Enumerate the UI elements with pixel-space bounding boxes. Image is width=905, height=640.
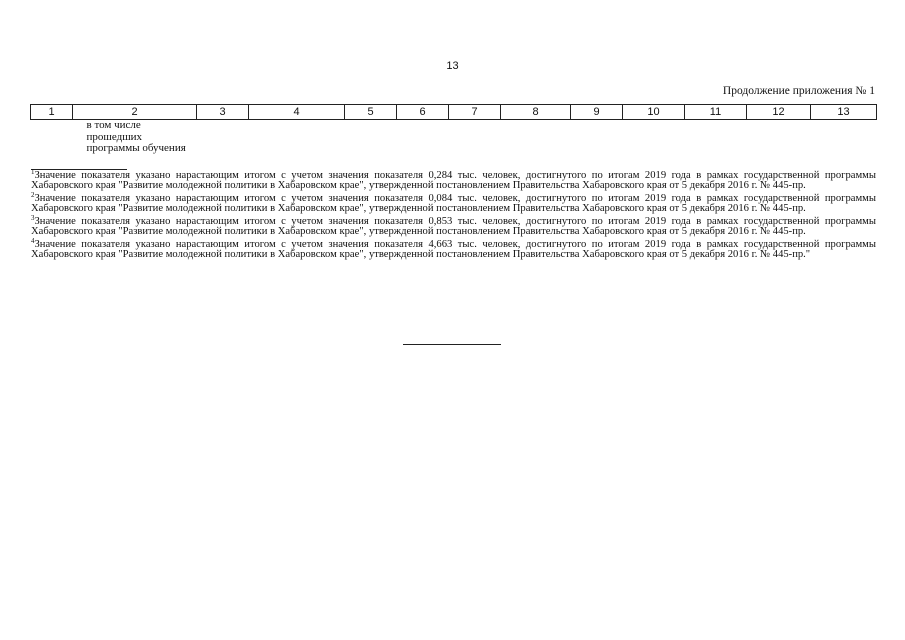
appendix-continuation-note: Продолжение приложения № 1 xyxy=(722,85,875,97)
column-number-13: 13 xyxy=(811,105,877,120)
column-number-3: 3 xyxy=(197,105,249,120)
table-row xyxy=(31,120,877,155)
column-number-11: 11 xyxy=(685,105,747,120)
table-header-row xyxy=(31,105,877,120)
footnote-marker: 3 xyxy=(31,214,35,222)
column-number-5: 5 xyxy=(345,105,397,120)
footnotes xyxy=(31,168,876,263)
footnote-2 xyxy=(31,191,876,214)
footnote-3 xyxy=(31,214,876,237)
footnote-text: Значение показателя указано нарастающим итогом с учетом значения показателя 0,284 тыс. человек, достигнутого по итогам 2019 года в рамках государственной программы Хабаровского края "Развитие молодежной политики в Хабаровском крае", утвержденной постановлением Правительства Хабаровского края от 5 декабря 2016 г. № 445-пр. xyxy=(31,170,876,191)
footnote-marker: 2 xyxy=(31,191,35,199)
column-number-1: 1 xyxy=(31,105,73,120)
footnote-text: Значение показателя указано нарастающим итогом с учетом значения показателя 0,084 тыс. человек, достигнутого по итогам 2019 года в рамках государственной программы Хабаровского края "Развитие молодежной политики в Хабаровском крае", утвержденной постановлением Правительства Хабаровского края от 5 декабря 2016 г. № 445-пр. xyxy=(31,193,876,214)
column-number-12: 12 xyxy=(747,105,811,120)
footnote-text: Значение показателя указано нарастающим итогом с учетом значения показателя 4,663 тыс. человек, достигнутого по итогам 2019 года в рамках государственной программы Хабаровского края "Развитие молодежной политики в Хабаровском крае", утвержденной постановлением Правительства Хабаровского края от 5 декабря 2016 г. № 445-пр." xyxy=(31,239,876,260)
row-label-line: программы обучения xyxy=(86,142,186,154)
column-number-2: 2 xyxy=(73,105,197,120)
table-cell xyxy=(31,120,73,155)
column-number-7: 7 xyxy=(449,105,501,120)
footnote-1 xyxy=(31,168,876,191)
indicators-table xyxy=(30,104,877,155)
column-number-10: 10 xyxy=(623,105,685,120)
footnote-marker: 1 xyxy=(31,168,35,176)
column-number-8: 8 xyxy=(501,105,571,120)
table-cell xyxy=(249,120,877,155)
column-number-9: 9 xyxy=(571,105,623,120)
document-end-line xyxy=(403,344,501,345)
row-label xyxy=(73,120,249,155)
page-number: 13 xyxy=(446,60,459,72)
column-number-6: 6 xyxy=(397,105,449,120)
footnote-text: Значение показателя указано нарастающим итогом с учетом значения показателя 0,853 тыс. человек, достигнутого по итогам 2019 года в рамках государственной программы Хабаровского края "Развитие молодежной политики в Хабаровском крае", утвержденной постановлением Правительства Хабаровского края от 5 декабря 2016 г. № 445-пр. xyxy=(31,216,876,237)
column-number-4: 4 xyxy=(249,105,345,120)
row-label-line: прошедших xyxy=(86,130,143,143)
row-label-line: в том числе xyxy=(86,119,141,131)
footnote-4 xyxy=(31,237,876,260)
footnote-marker: 4 xyxy=(31,237,35,245)
